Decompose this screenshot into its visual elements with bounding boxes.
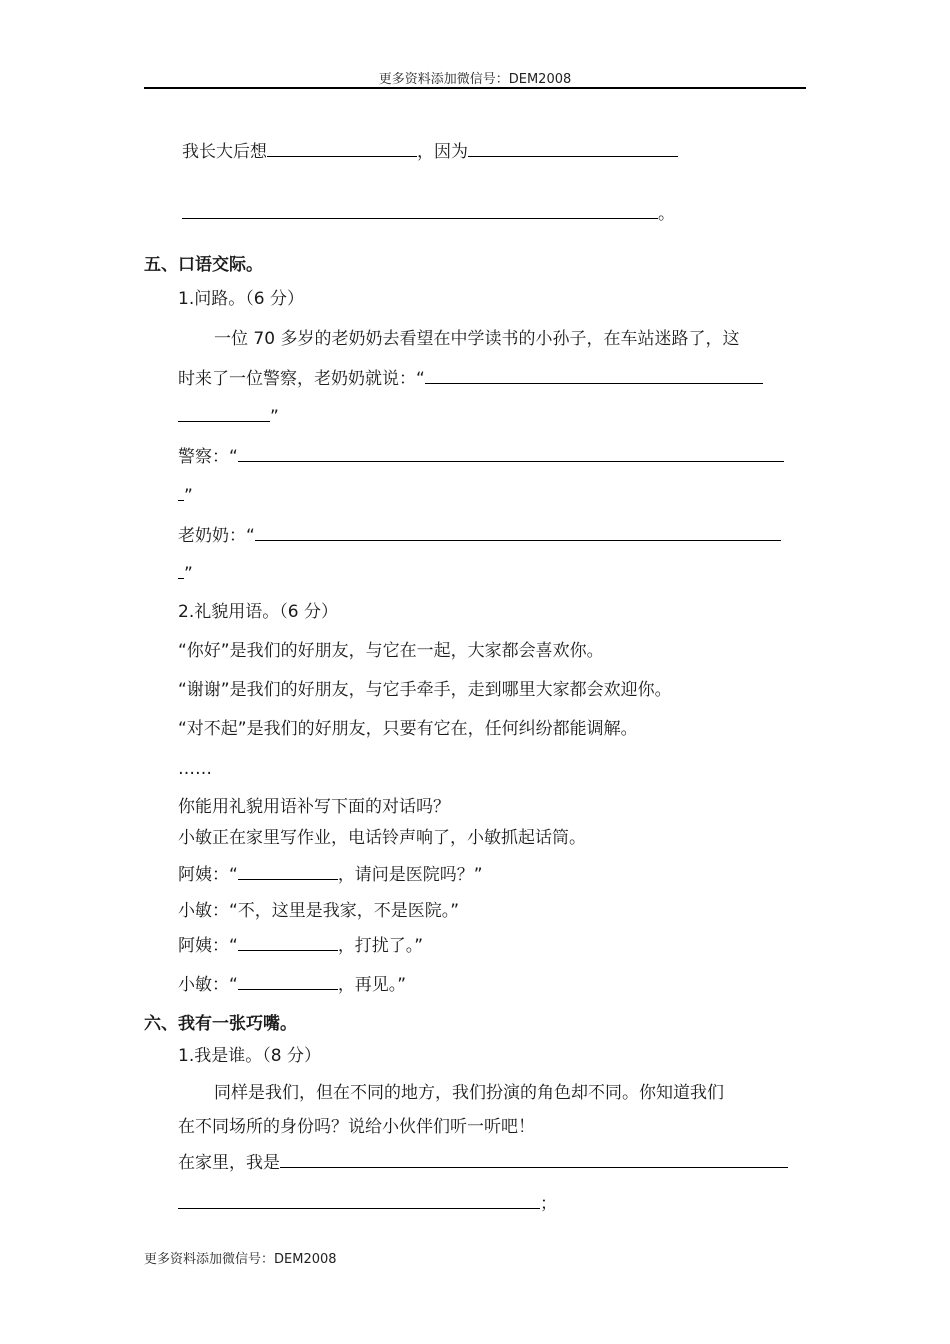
grandma-reply-cont	[178, 562, 193, 585]
dream-middle: ，因为	[417, 142, 468, 162]
dialog-1-blank[interactable]	[238, 863, 338, 880]
section6-para-line1: 同样是我们，但在不同的地方，我们扮演的角色却不同。你知道我们	[214, 1083, 724, 1103]
dream-blank-3[interactable]	[182, 202, 658, 219]
page-header: 更多资料添加微信号：DEM2008	[378, 72, 572, 87]
home-role-blank[interactable]	[280, 1151, 788, 1168]
section5-q1-title: 1.问路。（6 分）	[178, 289, 304, 309]
dialog-4-label: 小敏：“	[178, 975, 238, 995]
dialog-1-label: 阿姨：“	[178, 865, 238, 885]
dialog-3-blank[interactable]	[238, 934, 338, 951]
dialog-line-4	[178, 973, 406, 996]
police-cont	[178, 484, 193, 507]
dream-prefix: 我长大后想	[182, 142, 267, 162]
home-role-label: 在家里，我是	[178, 1153, 280, 1173]
q2-line-ellipsis: ……	[178, 759, 212, 779]
q2-line-prompt: 你能用礼貌用语补写下面的对话吗？	[178, 797, 450, 817]
dream-blank-2[interactable]	[468, 140, 678, 157]
dream-blank-1[interactable]	[267, 140, 417, 157]
dialog-line-2: 小敏：“不，这里是我家，不是医院。”	[178, 901, 460, 921]
section5-q2-title: 2.礼貌用语。（6 分）	[178, 602, 338, 622]
dialog-1-rest: ，请问是医院吗？”	[337, 865, 483, 885]
dialog-line-1	[178, 863, 483, 886]
grandma-question-label: 时来了一位警察，老奶奶就说：“	[178, 369, 425, 389]
home-role-cont	[178, 1192, 557, 1215]
police-close: ”	[184, 486, 193, 506]
dialog-line-3	[178, 934, 423, 957]
grandma-reply-close: ”	[184, 564, 193, 584]
grandma-question-blank[interactable]	[425, 367, 763, 384]
grandma-question-close: ”	[270, 407, 279, 427]
police-line	[178, 445, 784, 468]
police-blank[interactable]	[238, 445, 784, 462]
home-role-blank-cont[interactable]	[178, 1192, 540, 1209]
dream-sentence	[182, 140, 678, 163]
dialog-4-blank[interactable]	[238, 973, 338, 990]
q2-line-1: “你好”是我们的好朋友，与它在一起，大家都会喜欢你。	[178, 641, 604, 661]
grandma-question-blank-cont[interactable]	[178, 405, 270, 422]
grandma-reply-label: 老奶奶：“	[178, 526, 255, 546]
dream-end: 。	[658, 204, 675, 224]
grandma-question-cont	[178, 405, 279, 428]
page-footer: 更多资料添加微信号：DEM2008	[144, 1252, 337, 1267]
q2-line-3: “对不起”是我们的好朋友，只要有它在，任何纠纷都能调解。	[178, 719, 638, 739]
q2-line-2: “谢谢”是我们的好朋友，与它手牵手，走到哪里大家都会欢迎你。	[178, 680, 672, 700]
section5-q1-para-line1: 一位 70 多岁的老奶奶去看望在中学读书的小孙子，在车站迷路了，这	[214, 329, 740, 349]
grandma-reply-blank[interactable]	[255, 524, 781, 541]
q2-line-scene: 小敏正在家里写作业，电话铃声响了，小敏抓起话筒。	[178, 828, 586, 848]
dialog-3-label: 阿姨：“	[178, 936, 238, 956]
grandma-reply-line	[178, 524, 781, 547]
section5-title: 五、口语交际。	[144, 255, 263, 275]
dream-reason-line	[182, 202, 675, 225]
section6-q1-title: 1.我是谁。（8 分）	[178, 1046, 321, 1066]
header-divider	[144, 87, 806, 89]
section6-para-line2: 在不同场所的身份吗？说给小伙伴们听一听吧！	[178, 1117, 535, 1137]
section5-q1-para-line2	[178, 367, 763, 390]
dialog-4-rest: ，再见。”	[337, 975, 407, 995]
home-role-end: ；	[540, 1194, 557, 1214]
dialog-3-rest: ，打扰了。”	[337, 936, 424, 956]
home-role-line	[178, 1151, 788, 1174]
police-label: 警察：“	[178, 447, 238, 467]
section6-title: 六、我有一张巧嘴。	[144, 1014, 297, 1034]
